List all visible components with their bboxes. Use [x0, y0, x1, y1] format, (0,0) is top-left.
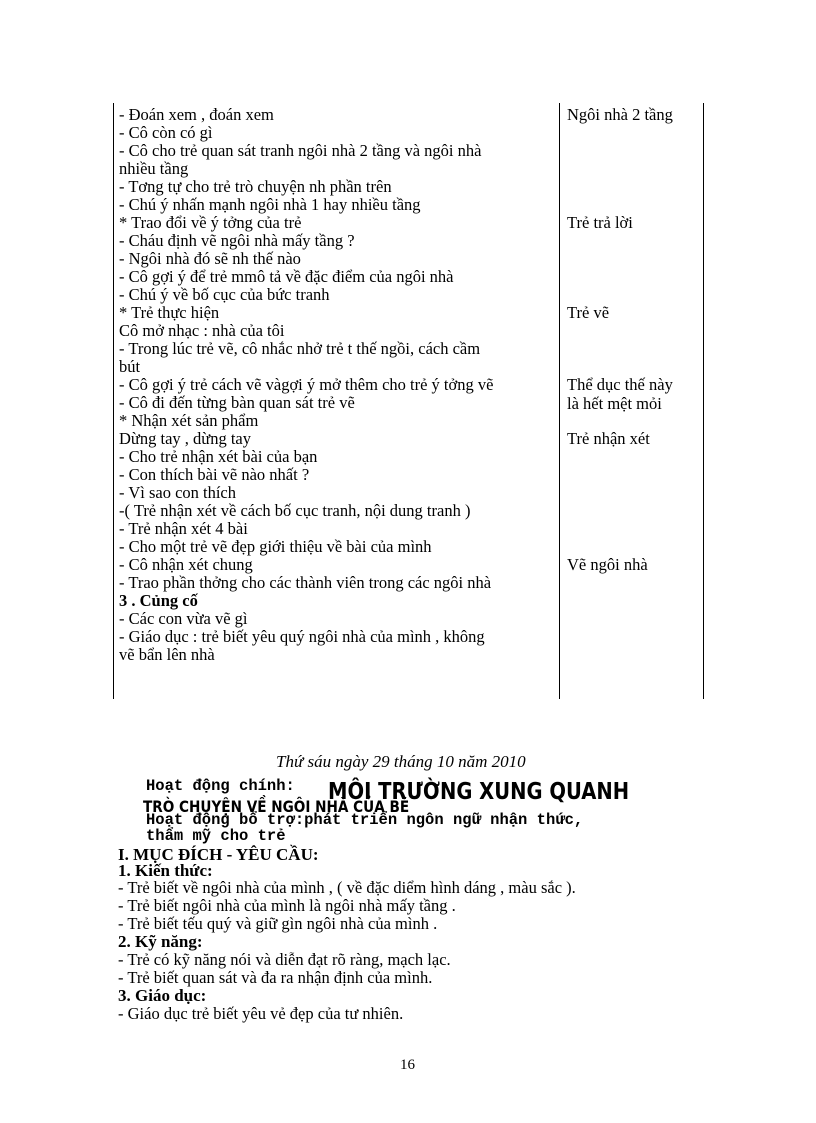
- knowledge-heading: 1. Kiến thức:: [118, 861, 213, 880]
- knowledge-item: - Trẻ biết về ngôi nhà của mình , ( về đặc diểm hình dáng , màu sắc ).: [118, 878, 576, 897]
- table-text-line: nhiều tầng: [119, 159, 189, 178]
- table-text-line: - Cô còn có gì: [119, 123, 213, 142]
- table-text-line: - Ngôi nhà đó sẽ nh thế nào: [119, 249, 301, 268]
- table-text-line: -( Trẻ nhận xét về cách bố cục tranh, nội dung tranh ): [119, 501, 471, 520]
- child-activity-text: Vẽ ngôi nhà: [567, 555, 648, 574]
- table-text-line: - Các con vừa vẽ gì: [119, 609, 248, 628]
- table-text-line: - Vì sao con thích: [119, 483, 237, 502]
- table-text-line: - Đoán xem , đoán xem: [119, 105, 274, 124]
- child-activity-text: Trẻ nhận xét: [567, 429, 650, 448]
- main-activity-label: Hoạt động chính:: [146, 777, 295, 795]
- table-text-line: - Cháu định vẽ ngôi nhà mấy tầng ?: [119, 231, 355, 250]
- child-activity-text: Ngôi nhà 2 tầng: [567, 105, 673, 124]
- table-column-divider: [559, 103, 560, 699]
- skill-item: - Trẻ biết quan sát và đa ra nhận định của mình.: [118, 968, 433, 987]
- page-number: 16: [400, 1057, 415, 1073]
- table-text-line: - Giáo dục : trẻ biết yêu quý ngôi nhà của mình , không: [119, 627, 485, 646]
- support-activity-line: thẩm mỹ cho trẻ: [146, 827, 286, 845]
- table-text-line: Cô mở nhạc : nhà của tôi: [119, 321, 285, 340]
- goals-heading: I. MỤC ĐÍCH - YÊU CẦU:: [118, 845, 319, 864]
- table-right-border: [703, 103, 704, 699]
- skill-heading: 2. Kỹ năng:: [118, 932, 203, 951]
- table-text-line: - Cô đi đến từng bàn quan sát trẻ vẽ: [119, 393, 355, 412]
- table-text-line: vẽ bẩn lên nhà: [119, 645, 215, 664]
- support-activity-line: Hoạt động bổ trợ:phát triển ngôn ngữ nhận thức,: [146, 811, 584, 829]
- table-text-line: - Cô cho trẻ quan sát tranh ngôi nhà 2 tầng và ngôi nhà: [119, 141, 482, 160]
- table-text-line: - Trong lúc trẻ vẽ, cô nhắc nhở trẻ t thế ngồi, cách cầm: [119, 339, 481, 358]
- table-text-line: Dừng tay , dừng tay: [119, 429, 251, 448]
- table-text-line: - Trao phần thởng cho các thành viên trong các ngôi nhà: [119, 573, 492, 592]
- table-text-line: * Trẻ thực hiện: [119, 303, 220, 322]
- main-activity-subtitle: TRÒ CHUYỆN VỀ NGÔI NHÀ CỦA BÉ: [143, 797, 410, 816]
- table-text-line: - Con thích bài vẽ nào nhất ?: [119, 465, 310, 484]
- child-activity-text: Thể dục thế này: [567, 375, 673, 394]
- education-heading: 3. Giáo dục:: [118, 986, 207, 1005]
- table-text-line: * Nhận xét sản phẩm: [119, 411, 259, 430]
- education-item: - Giáo dục trẻ biết yêu vẻ đẹp của tư nhiên.: [118, 1004, 404, 1023]
- table-text-line: - Cô nhận xét chung: [119, 555, 253, 574]
- child-activity-text: là hết mệt mỏi: [567, 394, 662, 413]
- knowledge-item: - Trẻ biết tếu quý và giữ gìn ngôi nhà của mình .: [118, 914, 438, 933]
- table-text-line: - Cô gợi ý trẻ cách vẽ vàgợi ý mở thêm cho trẻ ý tởng vẽ: [119, 375, 494, 394]
- child-activity-text: Trẻ vẽ: [567, 303, 610, 322]
- table-text-line: - Tơng tự cho trẻ trò chuyện nh phần trên: [119, 177, 392, 196]
- table-text-line: - Chú ý nhấn mạnh ngôi nhà 1 hay nhiều tầng: [119, 195, 421, 214]
- table-text-line: * Trao đổi về ý tởng của trẻ: [119, 213, 302, 232]
- skill-item: - Trẻ có kỹ năng nói và diễn đạt rõ ràng, mạch lạc.: [118, 950, 451, 969]
- table-text-line: - Chú ý về bố cục của bức tranh: [119, 285, 330, 304]
- child-activity-text: Trẻ trả lời: [567, 213, 633, 232]
- table-text-line: - Trẻ nhận xét 4 bài: [119, 519, 248, 538]
- main-activity-title: MÔI TRƯỜNG XUNG QUANH: [328, 779, 630, 805]
- section-heading-consolidation: 3 . Củng cố: [119, 591, 198, 610]
- table-left-border: [113, 103, 114, 699]
- table-text-line: bút: [119, 357, 141, 376]
- table-text-line: - Cho một trẻ vẽ đẹp giới thiệu về bài của mình: [119, 537, 432, 556]
- knowledge-item: - Trẻ biết ngôi nhà của mình là ngôi nhà mấy tầng .: [118, 896, 456, 915]
- table-text-line: - Cô gợi ý để trẻ mmô tả về đặc điểm của ngôi nhà: [119, 267, 454, 286]
- date-line: Thứ sáu ngày 29 tháng 10 năm 2010: [276, 752, 526, 771]
- table-text-line: - Cho trẻ nhận xét bài của bạn: [119, 447, 318, 466]
